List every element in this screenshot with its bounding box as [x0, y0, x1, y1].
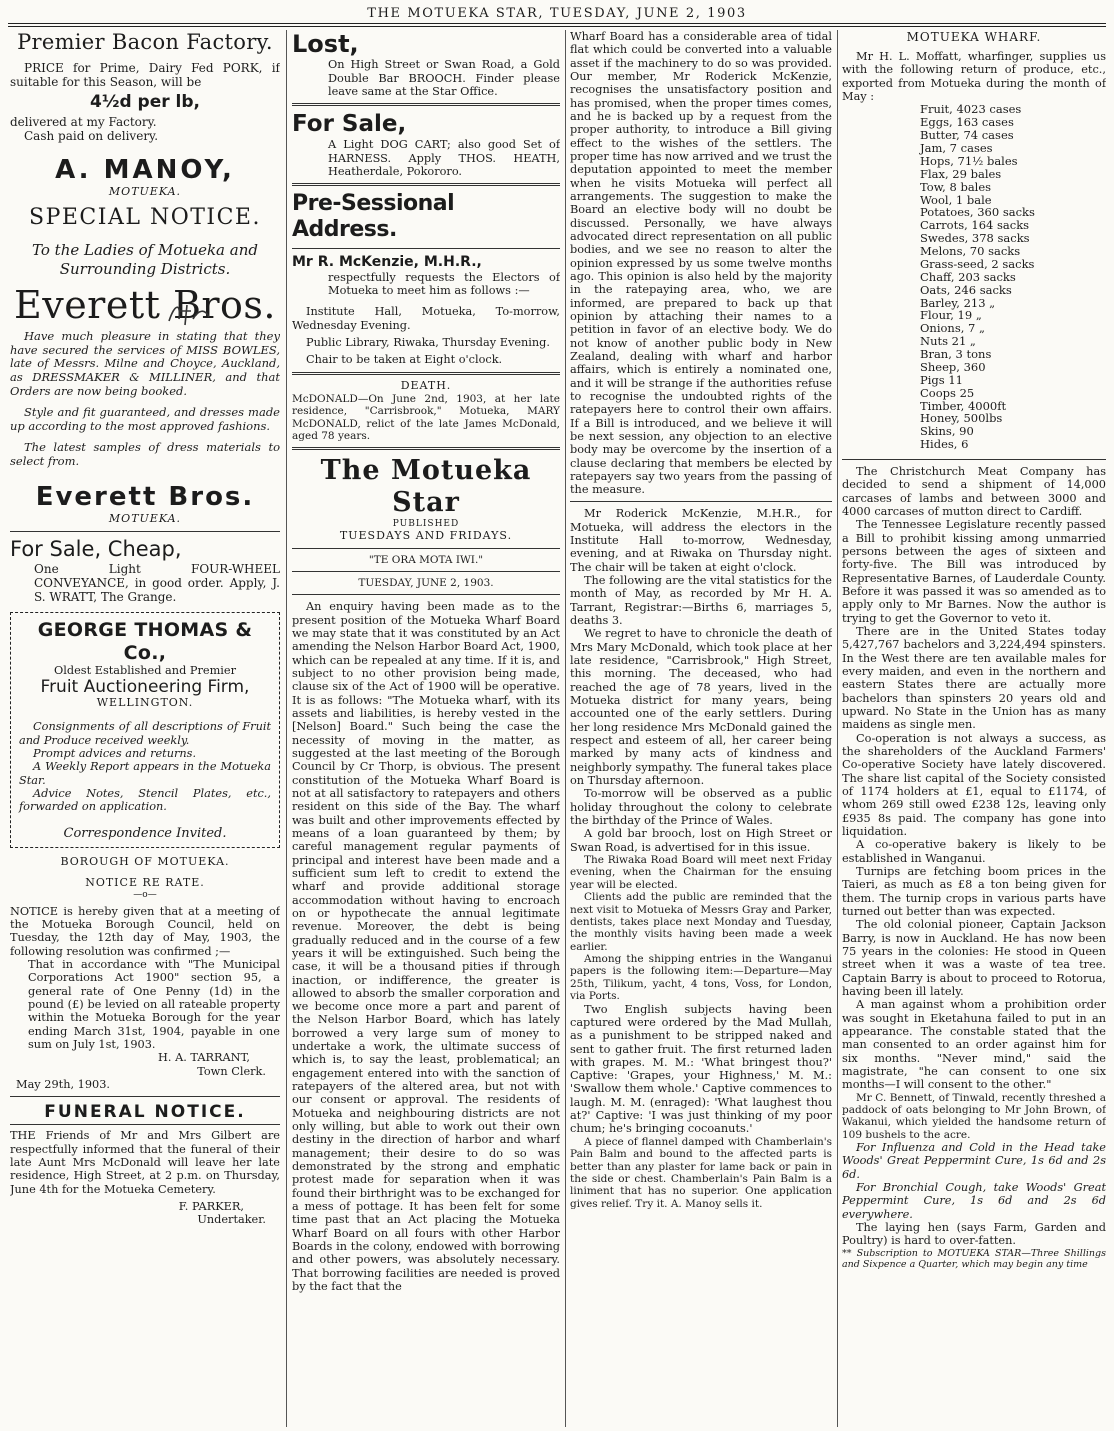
- masthead: THE MOTUEKA STAR, TUESDAY, JUNE 2, 1903: [367, 6, 747, 21]
- bacon-ad-name: A. MANOY,: [55, 155, 235, 186]
- column-1: [10, 30, 280, 1427]
- news4-item-10: For Bronchial Cough, take Woods' Great Peppermint Cure, 1s 6d and 2s 6d everywhere.: [842, 1181, 1106, 1221]
- news3-item-5: The Riwaka Road Board will meet next Friday evening, when the Chairman for the ensuing year will be elected.: [570, 854, 832, 891]
- produce-item: Bran, 3 tons: [920, 347, 992, 362]
- funeral-notice-title: FUNERAL NOTICE.: [44, 1102, 246, 1123]
- masthead-rule-2: [8, 26, 1106, 27]
- george-thomas-city: WELLINGTON.: [96, 696, 194, 710]
- news3-item-3: To-morrow will be observed as a public holiday throughout the colony to celebrate the birthday of the Prince of Wales.: [570, 787, 832, 828]
- funeral-notice-role: Undertaker.: [197, 1213, 266, 1227]
- column-rule-3: [837, 30, 838, 1427]
- news3-item-2: We regret to have to chronicle the death of Mrs Mary McDonald, which took place at her late residence, "Carrisbrook," High Street, this morning. The deceased, who had reached the age of 78 years, lived in the Motueka district for many years, being accounted one of the early settlers. During her long residence Mrs McDonald gained the respect and esteem of all, her career being marked by many acts of kindness and neighborly sympathy. The funeral takes place on Thursday afternoon.: [570, 627, 832, 788]
- wharf-title: MOTUEKA WHARF.: [906, 30, 1042, 44]
- lost-ad-body: On High Street or Swan Road, a Gold Double Bar BROOCH. Finder please leave same at the Star Office.: [328, 58, 560, 98]
- produce-item: Hops, 71½ bales: [920, 153, 1018, 168]
- produce-item: Barley, 213 „: [920, 295, 996, 310]
- produce-item: Oats, 246 sacks: [920, 282, 1012, 297]
- column-4: [842, 30, 1106, 1427]
- wharf-produce-list: [920, 103, 1106, 451]
- handwritten-signature-mark: [165, 301, 213, 327]
- news4-item-3: Co-operation is not always a success, as the shareholders of the Auckland Farmers' Co-operative Society have lately discovered. The share list capital of the Society consisted of 1174 holders at £1, equal to £1174, of whom 269 still owed £238 12s, leaving only £935 8s paid. The company has gone into liquidation.: [842, 731, 1106, 838]
- news3-item-7: Among the shipping entries in the Wanganui papers is the following item:—Departure—May 25th, Tilikum, yacht, 4 tons, Voss, for London, via Ports.: [570, 953, 832, 1003]
- rate-notice-p2: That in accordance with "The Municipal Corporations Act 1900" section 95, a general rate of One Penny (1d) in the pound (£) be levied on all rateable property within the Motueka Borough for the year ending March 31st, 1904, payable in one sum on July 1st, 1903.: [28, 957, 280, 1051]
- rate-notice-subtitle: NOTICE RE RATE.: [85, 876, 205, 890]
- paper-date: TUESDAY, JUNE 2, 1903.: [358, 576, 494, 589]
- editorial-p1: An enquiry having been made as to the present position of the Motueka Wharf Board we may state that it was constituted by an Act amending the Nelson Harbor Board Act, 1900, which can be repealed at any time. If it is, and subject to no other provision being made, clause six of the Act of 1900 will be operative. It is as follows: "The Motueka wharf, with its assets and liabilities, is hereby vested in the [Nelson] Board." Such being the case the necessity of moving in the matter, as suggested at the last meeting of the Borough Council by Cr Thorp, is obvious. The present constitution of the Motueka Wharf Board is not at all satisfactory to ratepayers and others resident on this side of the Bay. The wharf was built and other improvements effected by means of a loan guaranteed by them; by careful management regular payments of principal and interest have been made and a sufficient sum left to credit to extend the wharf and provide additional storage accommodation without having to encroach on or hypothecate the annual legitimate revenue. Moreover, the debt is being gradually reduced and in the course of a few years it will be extinguished. Such being the case, it will be a thousand pities if through inaction, or indifference, the greater is allowed to absorb the smaller corporation and we become once more a part and parent of the Nelson Harbor Board, which has lately borrowed a very large sum of money to undertake a work, the ultimate success of which is, to say the least, problematical; an engagement entered into with the sanction of ratepayers of the altered area, but not with our consent or approval. The residents of Motueka and neighbouring districts are not only willing, but able to work out their own destiny in the direction of harbor and wharf management; their desire to do so was demonstrated by the strong and emphatic protest made for separation when it was found their birthright was to be exchanged for a mess of pottage. It has been felt for some time past that an Act placing the Motueka Wharf Board on all fours with other Harbor Boards in the colony, endowed with borrowing and other powers, was absolutely necessary. That borrowing facilities are needed is proved by the fact that the: [292, 600, 560, 1294]
- news4-item-7: A man against whom a prohibition order was sought in Eketahuna failed to put in an appearance. The constable stated that the man consented to an order against him for six months. "Never mind," said the magistrate, "he can consent to one six months—I will consent to the other.": [842, 998, 1106, 1092]
- produce-item: Sheep, 360: [920, 359, 986, 374]
- news3-item-0: Mr Roderick McKenzie, M.H.R., for Motueka, will address the electors in the Institute Hall to-morrow, Wednesday, evening, and at Riwaka on Thursday night. The chair will be taken at eight o'clock.: [570, 507, 832, 574]
- news4-item-0: The Christchurch Meat Company has decided to send a shipment of 14,000 carcases of lambs and between 3000 and 4000 carcases of mutton direct to Cardiff.: [842, 465, 1106, 519]
- column-2: [292, 30, 560, 1427]
- everett-title: Everett Bros.: [13, 282, 277, 327]
- presessional-p1: Institute Hall, Motueka, To-morrow, Wednesday Evening.: [292, 305, 560, 332]
- news4-item-4: A co-operative bakery is likely to be established in Wanganui.: [842, 838, 1106, 865]
- column-3: [570, 30, 832, 1427]
- news4-item-6: The old colonial pioneer, Captain Jackson Barry, is now in Auckland. He has now been 75 years in the colonies: He stood in Queen street when it was a waste of tea tree. Captain Barry is about to proceed to Rotorua, having been ill lately.: [842, 918, 1106, 998]
- george-thomas-firm: Fruit Auctioneering Firm,: [40, 677, 250, 698]
- george-thomas-invite: Correspondence Invited.: [63, 825, 227, 841]
- presessional-name: Mr R. McKenzie, M.H.R.,: [292, 254, 482, 271]
- funeral-notice-body: THE Friends of Mr and Mrs Gilbert are respectfully informed that the funeral of their late Aunt Mrs McDonald will leave her late residence, High Street, at 2 p.m. on Thursday, June 4th for the Motueka Cemetery.: [10, 1129, 280, 1196]
- everett-place: MOTUEKA.: [108, 512, 182, 526]
- bacon-ad-line2: Cash paid on delivery.: [24, 129, 159, 144]
- everett-body-1: Have much pleasure in stating that they have secured the services of MISS BOWLES, late of Messrs. Milne and Choyce, Auckland, as DRESSMAKER & MILLINER, and that Orders are now being booked.: [10, 329, 280, 398]
- george-thomas-name: GEORGE THOMAS & Co.,: [37, 619, 253, 664]
- produce-item: Timber, 4000ft: [920, 398, 1007, 413]
- george-thomas-p2: Prompt advices and returns.: [33, 747, 197, 761]
- news4-item-5: Turnips are fetching boom prices in the Taieri, as much as £8 a ton being given for them. The turnip crops in various parts have turned out better than was expected.: [842, 864, 1106, 918]
- everett-body-2: Style and fit guaranteed, and dresses made up according to the most approved fashions.: [10, 405, 280, 433]
- paper-published: PUBLISHED: [392, 518, 460, 529]
- bacon-ad-body: PRICE for Prime, Dairy Fed PORK, if suitable for this Season, will be: [10, 60, 280, 89]
- bacon-ad-line1: delivered at my Factory.: [10, 115, 157, 130]
- bacon-ad-price: 4½d per lb,: [90, 92, 200, 113]
- everett-title-2: Everett Bros.: [35, 482, 255, 513]
- death-notice-body: McDONALD—On June 2nd, 1903, at her late residence, "Carrisbrook," Motueka, MARY McDONALD, relict of the late James McDonald, aged 78 years.: [292, 392, 560, 442]
- rate-notice-title: BOROUGH OF MOTUEKA.: [60, 855, 230, 869]
- produce-item: Hides, 6: [920, 437, 969, 452]
- george-thomas-p4: Advice Notes, Stencil Plates, etc., forwarded on application.: [19, 787, 271, 814]
- news4-item-9: For Influenza and Cold in the Head take Woods' Great Peppermint Cure, 1s 6d and 2s 6d.: [842, 1141, 1106, 1181]
- news4-item-8: Mr C. Bennett, of Tinwald, recently threshed a paddock of oats belonging to Mr John Brown, of Wakanui, which yielded the handsome return of 109 bushels to the acre.: [842, 1091, 1106, 1141]
- news4-item-2: There are in the United States today 5,427,767 bachelors and 3,224,494 spinsters. In the West there are ten available males for every maiden, and even in the northern and eastern States there are actually more bachelors than spinsters 20 years old and upward. No State in the Union has as many maidens as single men.: [842, 625, 1106, 732]
- rate-notice-ornament: —o—: [133, 889, 157, 900]
- sale-cheap-title: For Sale, Cheap,: [10, 537, 182, 562]
- bacon-ad-place: MOTUEKA.: [108, 185, 182, 199]
- lost-ad-title: Lost,: [292, 30, 359, 58]
- special-notice-title: SPECIAL NOTICE.: [29, 205, 261, 231]
- paper-title: The Motueka Star: [320, 455, 532, 519]
- produce-item: Swedes, 378 sacks: [920, 231, 1030, 246]
- rate-notice-signer: H. A. TARRANT,: [158, 1051, 250, 1065]
- column-rule-2: [565, 30, 566, 1427]
- produce-item: Fruit, 4023 cases: [920, 102, 1022, 117]
- masthead-rule: [8, 23, 1106, 24]
- george-thomas-p3: A Weekly Report appears in the Motueka Star.: [19, 760, 271, 787]
- paper-motto: "TE ORA MOTA IWI.": [368, 553, 484, 566]
- bacon-ad-title: Premier Bacon Factory.: [17, 30, 273, 54]
- news4-item-11: The laying hen (says Farm, Garden and Poultry) is hard to over-fatten.: [842, 1220, 1106, 1248]
- news3-item-8: Two English subjects having been captured were ordered by the Mad Mullah, as a punishment to be stripped naked and sent to gather fruit. The first returned laden with grapes. M. M.: 'What bringest thou?' Captive: 'Grapes, your Highness,' M. M.: 'Swallow them whole.' Captive commences to laugh. M. M. (enraged): 'What laughest thou at?' Captive: 'I was just thinking of my poor chum; he's bringing cocoanuts.': [570, 1002, 832, 1136]
- subscription-notice: ** Subscription to MOTUEKA STAR—Three Shillings and Sixpence a Quarter, which may begin any time: [842, 1247, 1106, 1270]
- produce-item: Wool, 1 bale: [920, 192, 992, 207]
- presessional-p3: Chair to be taken at Eight o'clock.: [306, 353, 503, 367]
- produce-item: Pigs 11: [920, 372, 963, 387]
- produce-item: Onions, 7 „: [920, 321, 985, 336]
- news3-item-6: Clients add the public are reminded that the next visit to Motueka of Messrs Gray and Parker, dentists, takes place next Monday and Tuesday, the monthly visits having been made a week earlier.: [570, 891, 832, 953]
- produce-item: Nuts 21 „: [920, 334, 976, 349]
- news3-item-4: A gold bar brooch, lost on High Street or Swan Road, is advertised for in this issue.: [570, 827, 832, 854]
- produce-item: Tow, 8 bales: [920, 179, 992, 194]
- produce-item: Melons, 70 sacks: [920, 244, 1021, 259]
- produce-item: Flax, 29 bales: [920, 166, 1002, 181]
- forsale-ad-body: A Light DOG CART; also good Set of HARNESS. Apply THOS. HEATH, Heatherdale, Pokororo.: [328, 138, 560, 179]
- produce-item: Coops 25: [920, 385, 975, 400]
- sale-cheap-body: One Light FOUR-WHEEL CONVEYANCE, in good order. Apply, J. S. WRATT, The Grange.: [34, 561, 280, 605]
- news3-item-9: A piece of flannel damped with Chamberlain's Pain Balm and bound to the affected parts is better than any plaster for lame back or pain in the side or chest. Chamberlain's Pain Balm is a liniment that has no superior. One application gives relief. Try it. A. Manoy sells it.: [570, 1135, 832, 1210]
- editorial-p2: Wharf Board has a considerable area of tidal flat which could be converted into a valuable asset if the machinery to do so was provided. Our member, Mr Roderick McKenzie, recognises the unsatisfactory position and has promised, when the proper times comes, and he is backed up by a request from the proper authority, to introduce a Bill giving effect to the wishes of the settlers. The proper time has now arrived and we trust the deputation appointed to meet the member when he visits Motueka will perfect all arrangements. The suggestion to make the Board an elective body will no doubt be discussed. Personally, we have always advocated direct representation on all public bodies, and we see no reason to alter the opinion expressed by us some twelve months ago. This opinion is also held by the majority in the ratepaying area, who, we are informed, are prepared to back up that opinion by attaching their names to a petition in favor of an elective body. We do not know of another public body in New Zealand, dealing with wharf and harbor affairs, which is entirely a nominated one, and it will be strange if the authorities refuse to recognise the undoubted rights of the ratepayers here to control their own affairs. If a Bill is introduced, and we believe it will be next session, any objection to an elective body may be overcome by the insertion of a clause declaring that members be elected by ratepayers say two years from the passing of the measure.: [570, 30, 832, 497]
- paper-days: TUESDAYS AND FRIDAYS.: [339, 528, 513, 542]
- wharf-intro: Mr H. L. Moffatt, wharfinger, supplies us with the following return of produce, etc., exported from Motueka during the month of May :: [842, 50, 1106, 104]
- produce-item: Chaff, 203 sacks: [920, 269, 1016, 284]
- george-thomas-ad: [10, 612, 280, 848]
- george-thomas-p1: Consignments of all descriptions of Fruit and Produce received weekly.: [19, 720, 271, 747]
- produce-item: Flour, 19 „: [920, 308, 982, 323]
- produce-item: Carrots, 164 sacks: [920, 218, 1030, 233]
- rate-notice-date: May 29th, 1903.: [16, 1077, 110, 1091]
- death-notice-title: DEATH.: [400, 378, 452, 392]
- presessional-title: Pre-Sessional Address.: [292, 191, 455, 243]
- produce-item: Skins, 90: [920, 424, 974, 439]
- produce-item: Butter, 74 cases: [920, 128, 1014, 143]
- funeral-notice-signer: F. PARKER,: [178, 1199, 244, 1213]
- forsale-ad-title: For Sale,: [292, 111, 407, 138]
- george-thomas-sub: Oldest Established and Premier: [53, 664, 236, 678]
- presessional-body: respectfully requests the Electors of Motueka to meet him as follows :—: [328, 270, 560, 298]
- produce-item: Honey, 500lbs: [920, 411, 1003, 426]
- column-rule-1: [286, 30, 287, 1427]
- everett-body-3: The latest samples of dress materials to select from.: [10, 440, 280, 468]
- rate-notice-role: Town Clerk.: [197, 1064, 266, 1078]
- news3-item-1: The following are the vital statistics for the month of May, as recorded by Mr H. A. Tarrant, Registrar:—Births 6, marriages 5, deaths 3.: [570, 574, 832, 628]
- news4-item-1: The Tennessee Legislature recently passed a Bill to prohibit kissing among unmarried persons between the ages of sixteen and forty-five. The Bill was introduced by Representative Barnes, of Lauderdale County. Before it was passed it was so amended as to apply only to Mr Barnes. Now the author is trying to get the Governor to veto it.: [842, 518, 1106, 625]
- produce-item: Potatoes, 360 sacks: [920, 205, 1035, 220]
- produce-item: Eggs, 163 cases: [920, 115, 1014, 130]
- special-notice-subtitle: To the Ladies of Motueka and Surrounding Districts.: [32, 241, 258, 278]
- rate-notice-p1: NOTICE is hereby given that at a meeting of the Motueka Borough Council, held on Tuesday, the 12th day of May, 1903, the following resolution was confirmed ;—: [10, 904, 280, 958]
- produce-item: Grass-seed, 2 sacks: [920, 256, 1035, 271]
- presessional-p2: Public Library, Riwaka, Thursday Evening.: [306, 336, 551, 350]
- produce-item: Jam, 7 cases: [920, 141, 993, 156]
